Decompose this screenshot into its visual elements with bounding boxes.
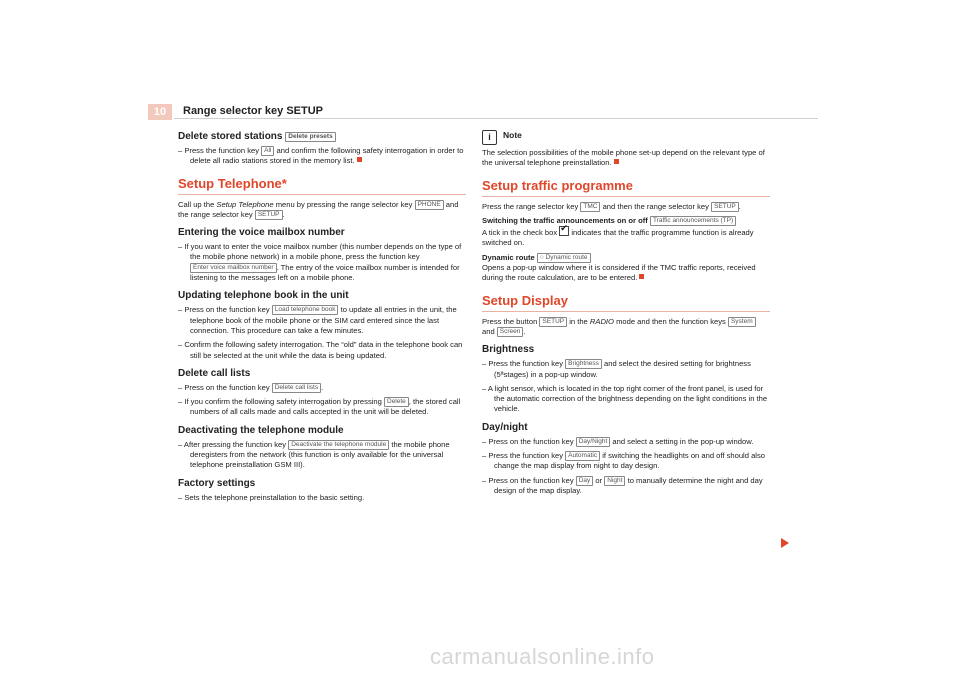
list-item: – Press on the function key Delete call lists . [178, 382, 324, 392]
load-telephone-book-key: Load telephone book [272, 305, 339, 315]
list-item: – Press the function key Automatic if switching the headlights on and off should also change the map display from night to day design. [482, 451, 766, 471]
running-title: Range selector key SETUP [183, 105, 324, 117]
setup-telephone-title: Setup Telephone* [178, 176, 466, 195]
day-night-heading: Day/night [482, 421, 528, 433]
checkbox-checked-icon [559, 226, 569, 236]
list-item: – Press on the function key Day or Night to manually determine the night and day design of the map display. [482, 475, 763, 495]
dynamic-route-text: Opens a pop-up window where it is considered if the TMC traffic reports, received during the route calculation, are to be entered. [482, 263, 756, 283]
list-item: – Press the function key All and confirm the following safety interrogation in order to delete all radio stations stored in the memory list. [178, 146, 464, 166]
voice-mailbox-heading: Entering the voice mailbox number [178, 227, 345, 239]
display-title: Setup Display [482, 293, 770, 312]
setup-key: SETUP [711, 202, 739, 212]
list-item: – A light sensor, which is located in the top right corner of the front panel, is used for the automatic correction of the brightness depending on the light conditions in the vehicle. [482, 383, 768, 414]
system-key: System [728, 317, 756, 327]
deactivate-module-key: Deactivate the telephone module [288, 440, 389, 450]
list-item: – After pressing the function key Deactivate the telephone module the mobile phone deregisters from the network (this function is only available for the universal telephone preinstallation GSM III). [178, 439, 450, 470]
list-item: – Sets the telephone preinstallation to the basic setting. [178, 492, 365, 502]
deactivate-heading: Deactivating the telephone module [178, 424, 344, 436]
end-marker [639, 274, 644, 279]
night-key: Night [604, 476, 625, 486]
header-rule [174, 118, 818, 119]
brightness-heading: Brightness [482, 344, 535, 356]
screen-key: Screen [497, 327, 524, 337]
list-item: – If you confirm the following safety interrogation by pressing Delete , the stored call numbers of all calls made and calls accepted in the unit will be deleted. [178, 397, 461, 417]
note-text: The selection possibilities of the mobile phone set-up depend on the relevant type of the universal telephone preinstallation. [482, 148, 765, 168]
delete-presets-key: Delete presets [285, 132, 335, 142]
note-header [482, 130, 770, 145]
day-key: Day [576, 476, 594, 486]
list-item: – If you want to enter the voice mailbox number (this number depends on the type of the mobile phone network) in a mobile phone, press the function key Enter voice mailbox number . The entry of the voice mailbox number is intended for listening to the messages left on a mobile phone. [178, 242, 462, 283]
phone-key: PHONE [415, 200, 444, 210]
setup-telephone-intro: Call up the Setup Telephone menu by pressing the range selector key PHONE and the range selector key SETUP . [178, 199, 459, 219]
end-marker [614, 159, 619, 164]
right-column [482, 130, 770, 500]
setup-key: SETUP [255, 210, 283, 220]
list-item: – Confirm the following safety interrogation. The “old” data in the telephone book can still be selected at the unit while the data is being updated. [178, 340, 463, 360]
list-item: – Press on the function key Load telephone book to update all entries in the unit, the telephone book of the mobile phone or the SIM card entered since the last connection. This procedure can take a few minutes. [178, 305, 457, 335]
dynamic-route-heading: Dynamic route ○ Dynamic route [482, 253, 770, 263]
list-item: – Press on the function key Day/Night and select a setting in the pop-up window. [482, 436, 754, 446]
update-book-heading: Updating telephone book in the unit [178, 290, 349, 302]
page-number: 10 [148, 104, 172, 120]
traffic-title: Setup traffic programme [482, 178, 770, 197]
note-info-icon: i [482, 130, 497, 145]
delete-calls-heading: Delete call lists [178, 367, 251, 379]
list-item: – Press the function key Brightness and select the desired setting for brightness (5ªstages) in a pop-up window. [482, 359, 751, 379]
tmc-key: TMC [580, 202, 600, 212]
factory-heading: Factory settings [178, 477, 256, 489]
traffic-switch-text: A tick in the check box ✔ indicates that the traffic programme function is already switched on. [482, 226, 770, 249]
watermark: carmanualsonline.info [430, 644, 655, 669]
delete-key: Delete [384, 397, 409, 407]
brightness-key: Brightness [565, 359, 602, 369]
all-key: All [261, 146, 274, 156]
setup-key: SETUP [539, 317, 567, 327]
traffic-intro: Press the range selector key TMC and then the range selector key SETUP . [482, 201, 741, 211]
traffic-switch-heading: Switching the traffic announcements on or off Traffic announcements (TP) [482, 216, 770, 226]
end-marker [357, 157, 362, 162]
delete-call-lists-key: Delete call lists [272, 383, 321, 393]
automatic-key: Automatic [565, 451, 600, 461]
dynamic-route-key: ○ Dynamic route [537, 253, 591, 263]
enter-voice-mailbox-key: Enter voice mailbox number [190, 263, 277, 273]
delete-stations-heading: Delete stored stations Delete presets [178, 130, 466, 143]
day-night-key: Day/Night [576, 437, 611, 447]
note-title: Note [503, 130, 522, 140]
continue-arrow-icon [781, 538, 789, 548]
left-column [178, 130, 466, 507]
traffic-announcements-key: Traffic announcements (TP) [650, 216, 736, 226]
display-intro: Press the button SETUP in the RADIO mode and then the function keys System and Screen . [482, 317, 770, 338]
